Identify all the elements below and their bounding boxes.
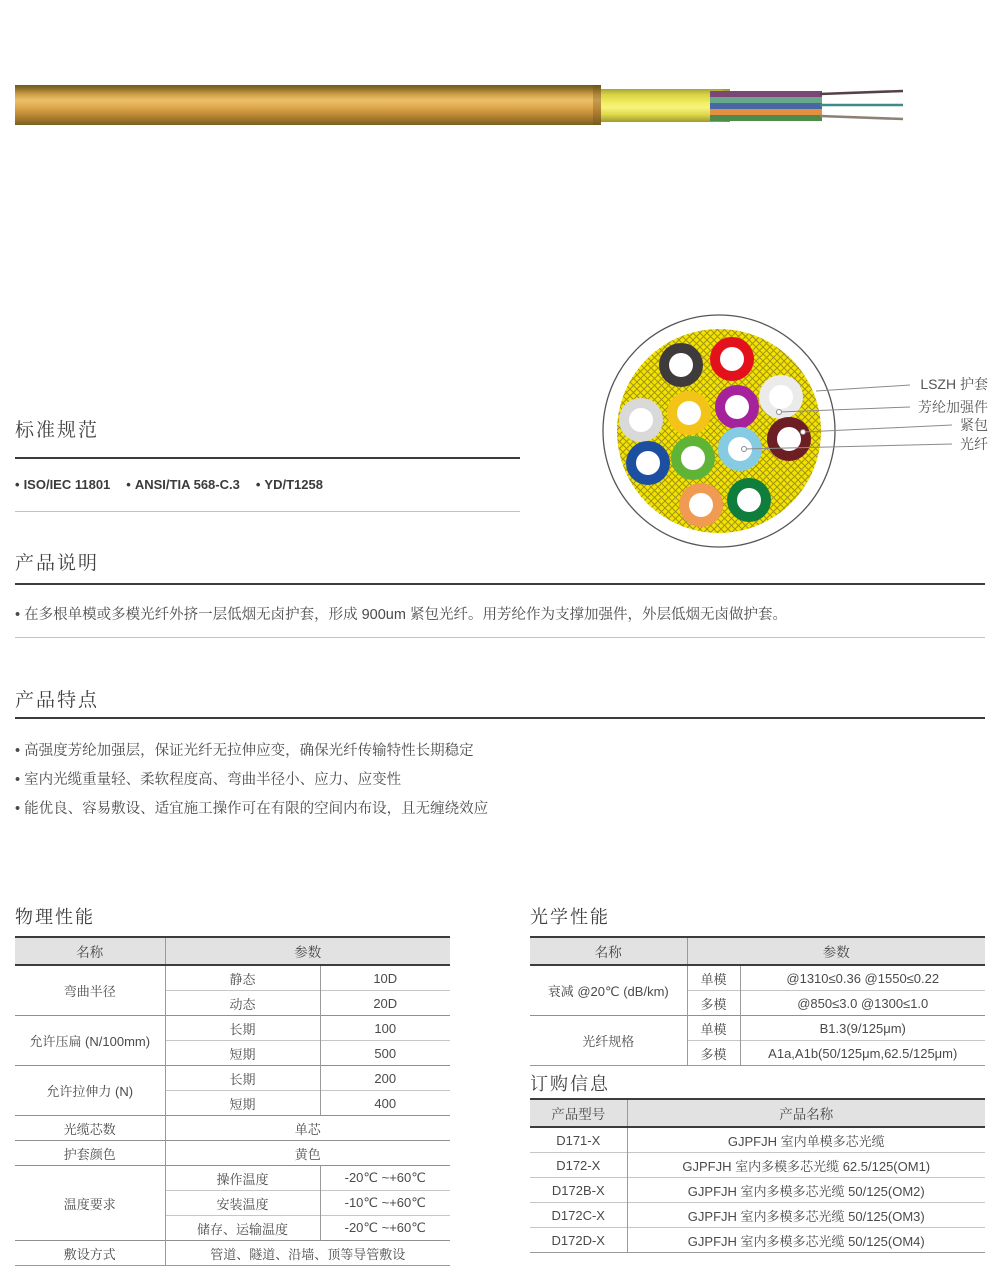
physical-table bbox=[15, 936, 450, 1266]
table-row: D172B-X GJPFJH 室内多模多芯光缆 50/125(OM2) bbox=[530, 1178, 985, 1203]
standards-rule bbox=[15, 457, 520, 459]
cross-section-diagram bbox=[595, 312, 1000, 562]
table-header-row bbox=[15, 937, 450, 965]
table-row: 短期 400 bbox=[15, 1091, 450, 1116]
description-section-title: 产品说明 bbox=[15, 553, 100, 574]
cable-bare-fibers bbox=[820, 91, 903, 119]
table-header-row bbox=[530, 1099, 985, 1127]
column-header: 产品名称 bbox=[627, 1099, 985, 1127]
bullet-icon: • bbox=[126, 477, 131, 492]
ordering-table bbox=[530, 1098, 985, 1253]
optical-table bbox=[530, 936, 985, 1066]
table-row: 温度要求 操作温度 -20℃ ~+60℃ bbox=[15, 1166, 450, 1191]
table-row: 多模 A1a,A1b(50/125μm,62.5/125μm) bbox=[530, 1041, 985, 1066]
table-row: D172-X GJPFJH 室内多模多芯光缆 62.5/125(OM1) bbox=[530, 1153, 985, 1178]
table-row: 弯曲半径 静态 10D bbox=[15, 965, 450, 991]
standards-item: • ANSI/TIA 568-C.3 bbox=[126, 477, 240, 492]
feature-item: • 室内光缆重量轻、柔软程度高、弯曲半径小、应力、应变性 bbox=[15, 772, 402, 788]
ordering-section-title: 订购信息 bbox=[530, 1074, 610, 1094]
table-row: 允许压扁 (N/100mm) 长期 100 bbox=[15, 1016, 450, 1041]
description-bottom-rule bbox=[15, 637, 985, 638]
feature-item: • 高强度芳纶加强层，保证光纤无拉伸应变，确保光纤传输特性长期稳定 bbox=[15, 743, 474, 759]
feature-item: • 能优良、容易敷设、适宜施工操作可在有限的空间内布设，且无缠绕效应 bbox=[15, 801, 489, 817]
standards-bottom-rule bbox=[15, 511, 520, 512]
table-row: D172C-X GJPFJH 室内多模多芯光缆 50/125(OM3) bbox=[530, 1203, 985, 1228]
table-row: 安装温度 -10℃ ~+60℃ bbox=[15, 1191, 450, 1216]
column-header: 名称 bbox=[530, 937, 687, 965]
standards-list bbox=[15, 477, 323, 492]
table-row: 允许拉伸力 (N) 长期 200 bbox=[15, 1066, 450, 1091]
callout-label-lszh-sheath: LSZH 护套 bbox=[920, 376, 988, 392]
cable-jacket-cut-face bbox=[593, 85, 601, 125]
table-header-row bbox=[530, 937, 985, 965]
bullet-icon: • bbox=[255, 477, 261, 492]
table-row: 短期 500 bbox=[15, 1041, 450, 1066]
table-row: 衰减 @20℃ (dB/km) 单模 @1310≤0.36 @1550≤0.22 bbox=[530, 965, 985, 991]
table-row: 光缆芯数 单芯 bbox=[15, 1116, 450, 1141]
table-row: 动态 20D bbox=[15, 991, 450, 1016]
features-rule bbox=[15, 717, 985, 719]
column-header: 名称 bbox=[15, 937, 165, 965]
features-list bbox=[15, 737, 488, 824]
bullet-icon: • bbox=[15, 477, 20, 492]
table-row: 护套颜色 黄色 bbox=[15, 1141, 450, 1166]
table-row: 敷设方式 管道、隧道、沿墙、顶等导管敷设 bbox=[15, 1241, 450, 1266]
table-row: D172D-X GJPFJH 室内多模多芯光缆 50/125(OM4) bbox=[530, 1228, 985, 1253]
bullet-icon: • bbox=[15, 607, 21, 623]
table-row: D171-X GJPFJH 室内单模多芯光缆 bbox=[530, 1127, 985, 1153]
bullet-icon: • bbox=[15, 743, 21, 759]
cable-fiber-ribbon bbox=[710, 91, 822, 121]
table-row: 光纤规格 单模 B1.3(9/125μm) bbox=[530, 1016, 985, 1041]
column-header: 参数 bbox=[687, 937, 985, 965]
column-header: 参数 bbox=[165, 937, 450, 965]
features-section-title: 产品特点 bbox=[15, 690, 100, 711]
bullet-icon: • bbox=[15, 801, 21, 817]
standards-item: • ISO/IEC 11801 bbox=[15, 477, 111, 492]
standards-section-title: 标准规范 bbox=[15, 420, 100, 441]
cable-photo bbox=[15, 83, 905, 129]
callout-label-tight-buffer: 紧包 bbox=[960, 417, 988, 433]
table-row: 多模 @850≤3.0 @1300≤1.0 bbox=[530, 991, 985, 1016]
bullet-icon: • bbox=[15, 772, 21, 788]
column-header: 产品型号 bbox=[530, 1099, 627, 1127]
table-row: 储存、运输温度 -20℃ ~+60℃ bbox=[15, 1216, 450, 1241]
description-rule bbox=[15, 583, 985, 585]
cable-jacket-segment bbox=[15, 85, 601, 125]
optical-section-title: 光学性能 bbox=[530, 907, 610, 927]
physical-section-title: 物理性能 bbox=[15, 907, 95, 927]
callout-label-fiber: 光纤 bbox=[960, 436, 988, 452]
standards-item: • YD/T1258 bbox=[255, 477, 323, 492]
callout-label-aramid: 芳纶加强件 bbox=[918, 399, 988, 415]
description-text: • 在多根单模或多模光纤外挤一层低烟无卤护套，形成 900um 紧包光纤。用芳纶作为支撑加强件，外层低烟无卤做护套。 bbox=[15, 607, 787, 623]
